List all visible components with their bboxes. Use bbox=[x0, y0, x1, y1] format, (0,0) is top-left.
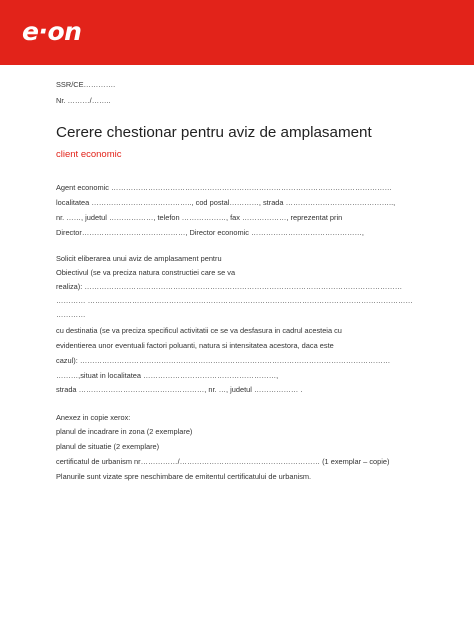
request-line: ………… …………………………………………………………………………………………………………………… bbox=[56, 296, 413, 305]
request-line: Solicit eliberarea unui aviz de amplasament pentru bbox=[56, 254, 222, 263]
request-line: ………,situat in localitatea ………………………………………………, bbox=[56, 371, 279, 380]
annex-line: Planurile sunt vizate spre neschimbare de emitentul certificatului de urbanism. bbox=[56, 472, 312, 481]
request-line: cu destinatia (se va preciza specificul activitatii ce se va desfasura in cadrul acesteia cu bbox=[56, 326, 342, 335]
applicant-line: localitatea ………………………………….., cod postal…………, strada …………………………………….., bbox=[56, 198, 396, 207]
request-line: strada ……………………………………………, nr. …, judetul ……………… . bbox=[56, 385, 303, 394]
annex-line: planul de situatie (2 exemplare) bbox=[56, 442, 160, 451]
document-subtitle: client economic bbox=[56, 149, 122, 160]
request-line: ………… bbox=[56, 310, 86, 319]
applicant-line: nr. ……, judetul ………………, telefon ………………, fax ………………, reprezentat prin bbox=[56, 213, 343, 222]
request-line: realiza): ………………………………………………………………………………………………………………… bbox=[56, 282, 403, 291]
ref-line-nr: Nr. ………/…….. bbox=[56, 96, 111, 105]
request-line: evidentierea unor eventuali factori poluanti, natura si intensitatea acestora, daca este bbox=[56, 341, 334, 350]
brand-header bbox=[0, 0, 474, 65]
annex-line: certificatul de urbanism nr……………/………………………………………………… (1 exemplar – copie) bbox=[56, 457, 390, 466]
annex-line: Anexez in copie xerox: bbox=[56, 413, 131, 422]
request-line: cazul): ……………………………………………………………………………………………………………… bbox=[56, 356, 391, 365]
applicant-line: Director……………………………………, Director economic ………………………………………, bbox=[56, 228, 364, 237]
ref-line-ssr: SSR/CE…………. bbox=[56, 80, 116, 89]
annex-line: planul de incadrare in zona (2 exemplare) bbox=[56, 427, 193, 436]
document-title: Cerere chestionar pentru aviz de amplasament bbox=[56, 124, 372, 141]
applicant-line: Agent economic …………………………………………………………………………………………………… bbox=[56, 183, 392, 192]
eon-logo: e·on bbox=[22, 17, 82, 46]
request-line: Obiectivul (se va preciza natura constructiei care se va bbox=[56, 268, 236, 277]
